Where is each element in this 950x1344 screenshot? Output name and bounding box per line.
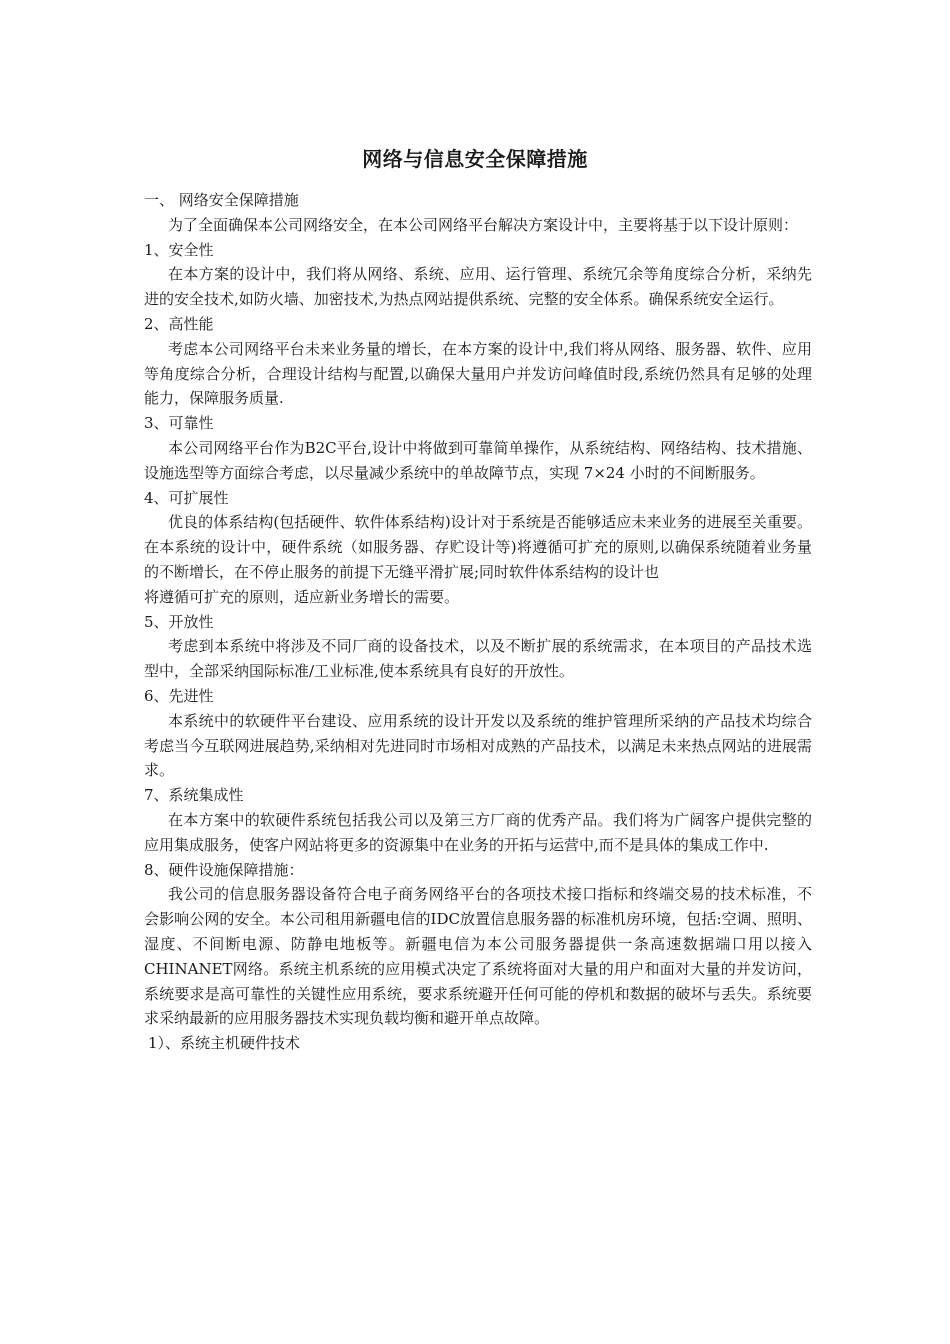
body-paragraph: 本系统中的软硬件平台建设、应用系统的设计开发以及系统的维护管理所采纳的产品技术均综合考虑当今互联网进展趋势,采纳相对先进同时市场相对成熟的产品技术，以满足未来热点网站的进展需求。 [144,711,812,780]
section-heading: 7、系统集成性 [144,786,244,805]
section-heading: 3、可靠性 [144,414,214,433]
body-paragraph: 考虑本公司网络平台未来业务量的增长，在本方案的设计中,我们将从网络、服务器、软件、应用等角度综合分析，合理设计结构与配置,以确保大量用户并发访问峰值时段,系统仍然具有足够的处理能力，保障服务质量. [144,339,812,408]
body-paragraph: 为了全面确保本公司网络安全，在本公司网络平台解决方案设计中，主要将基于以下设计原则： [168,215,799,234]
section-heading: 1、安全性 [144,240,214,259]
document-title: 网络与信息安全保障措施 [362,147,588,171]
body-paragraph: 在本方案的设计中，我们将从网络、系统、应用、运行管理、系统冗余等角度综合分析，采纳先进的安全技术,如防火墙、加密技术,为热点网站提供系统、完整的安全体系。确保系统安全运行。 [144,265,812,309]
section-heading: 将遵循可扩充的原则，适应新业务增长的需要。 [144,587,460,606]
section-heading: 1）、系统主机硬件技术 [148,1034,301,1053]
section-heading: 6、先进性 [144,686,214,705]
document-body [144,188,812,1056]
section-heading: 8、硬件设施保障措施： [144,860,304,879]
body-paragraph: 考虑到本系统中将涉及不同厂商的设备技术，以及不断扩展的系统需求，在本项目的产品技术选型中，全部采纳国际标准/工业标准,使本系统具有良好的开放性。 [144,637,812,681]
body-paragraph: 优良的体系结构(包括硬件、软件体系结构)设计对于系统是否能够适应未来业务的进展至关重要。在本系统的设计中，硬件系统（如服务器、存贮设计等)将遵循可扩充的原则,以确保系统随着业务量的不断增长，在不停止服务的前提下无缝平滑扩展;同时软件体系结构的设计也 [144,513,812,581]
section-heading: 2、高性能 [144,314,214,333]
body-paragraph: 本公司网络平台作为B2C平台,设计中将做到可靠简单操作，从系统结构、网络结构、技术措施、设施选型等方面综合考虑，以尽量减少系统中的单故障节点，实现 7×24 小时的不间断服务。 [144,438,812,482]
section-heading: 4、可扩展性 [144,488,229,507]
section-heading: 5、开放性 [144,612,214,631]
section-heading: 一、 网络安全保障措施 [144,191,299,209]
body-paragraph: 我公司的信息服务器设备符合电子商务网络平台的各项技术接口指标和终端交易的技术标准，不会影响公网的安全。本公司租用新疆电信的IDC放置信息服务器的标准机房环境，包括:空调、照明、湿度、不间断电源、防静电地板等。新疆电信为本公司服务器提供一条高速数据端口用以接入CHINANET网络。系统主机系统的应用模式决定了系统将面对大量的用户和面对大量的并发访问，系统要求是高可靠性的关键性应用系统，要求系统避开任何可能的停机和数据的破坏与丢失。系统要求采纳最新的应用服务器技术实现负载均衡和避开单点故障。 [144,885,812,1028]
body-paragraph: 在本方案中的软硬件系统包括我公司以及第三方厂商的优秀产品。我们将为广阔客户提供完整的应用集成服务，使客户网站将更多的资源集中在业务的开拓与运营中,而不是具体的集成工作中. [144,810,812,854]
